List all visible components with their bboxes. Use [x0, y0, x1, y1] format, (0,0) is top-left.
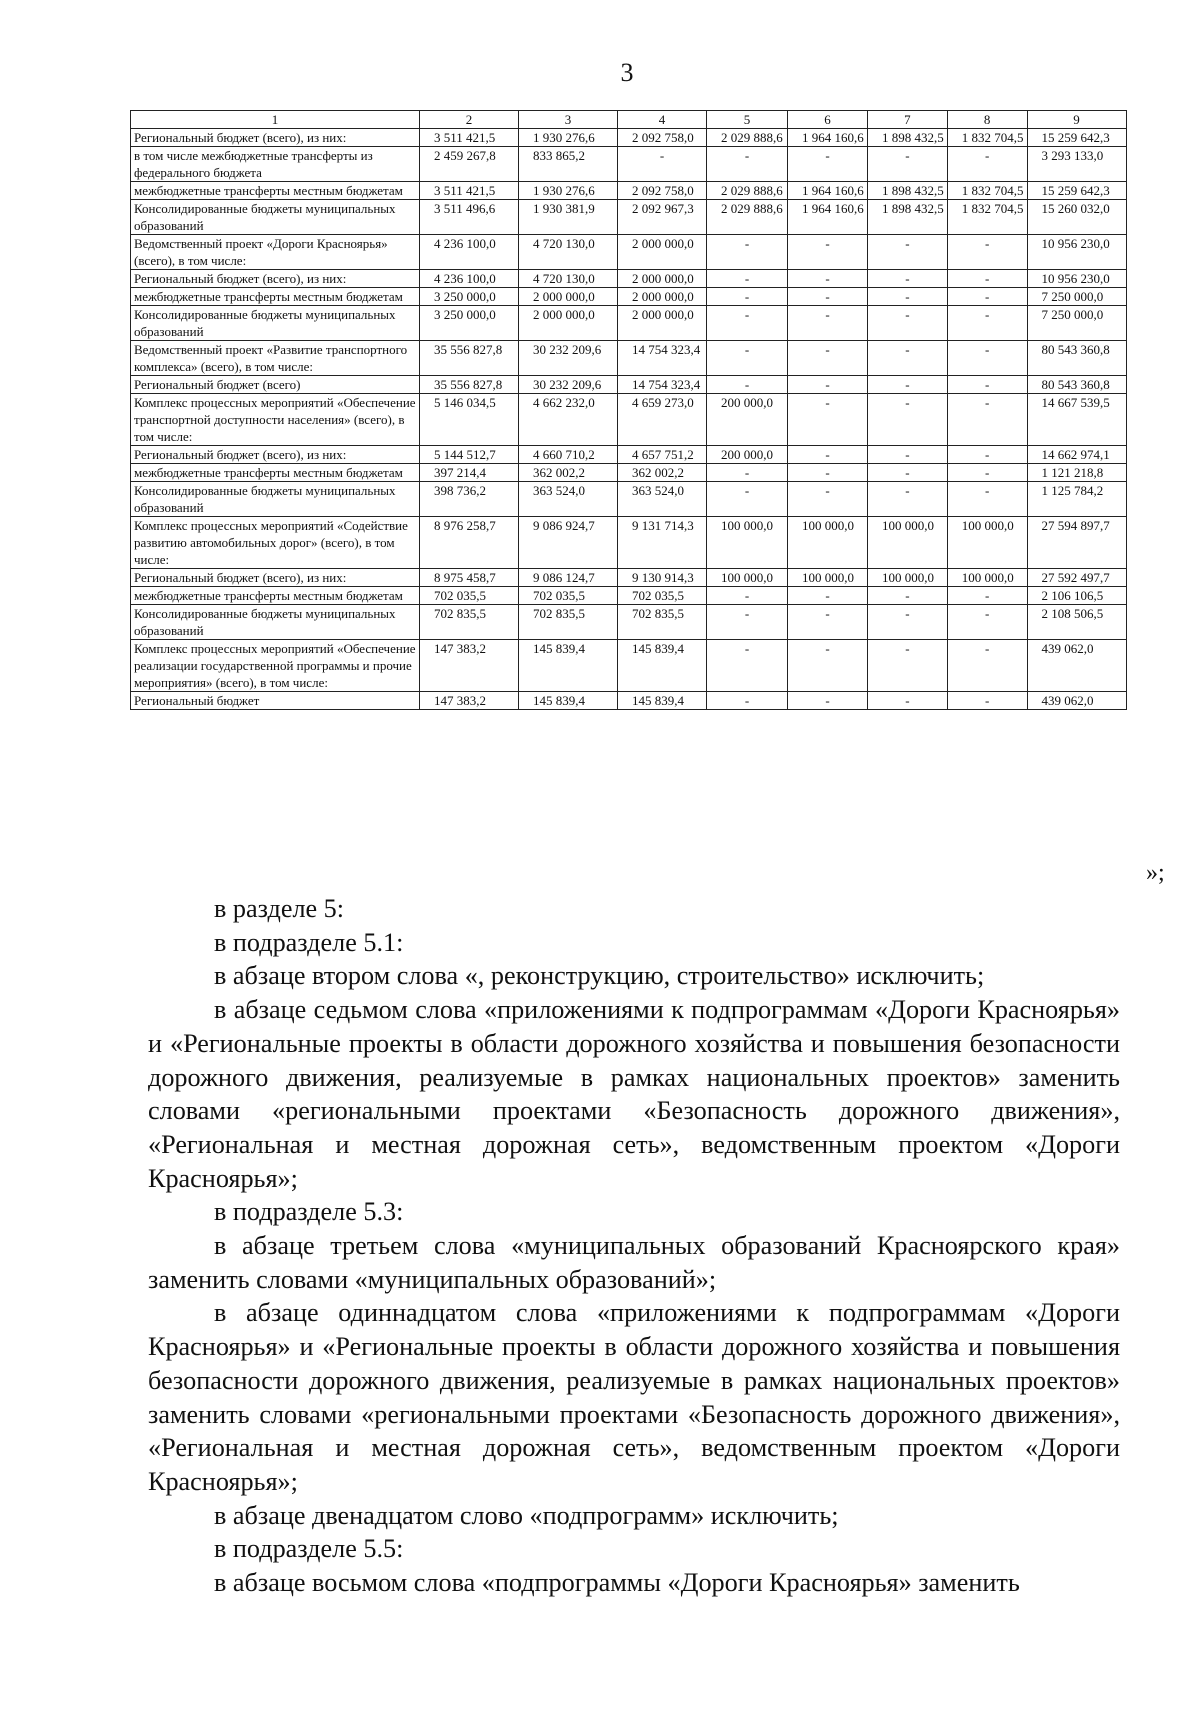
value-cell: 833 865,2	[519, 147, 618, 182]
value-cell: 3 293 133,0	[1027, 147, 1126, 182]
value-cell: 702 035,5	[618, 587, 707, 605]
value-cell: 2 000 000,0	[618, 235, 707, 270]
value-cell: 4 236 100,0	[420, 235, 519, 270]
value-cell: 10 956 230,0	[1027, 235, 1126, 270]
value-cell: 15 260 032,0	[1027, 200, 1126, 235]
value-cell: -	[707, 235, 788, 270]
value-cell: 2 092 967,3	[618, 200, 707, 235]
table-row	[131, 129, 1127, 147]
value-cell: 7 250 000,0	[1027, 306, 1126, 341]
value-cell: -	[947, 235, 1027, 270]
value-cell: -	[788, 270, 868, 288]
value-cell: 200 000,0	[707, 394, 788, 446]
paragraph: в абзаце одиннадцатом слова «приложениями к подпрограммам «Дороги Красноярья» и «Региональные проекты в области дорожного хозяйства и повышения безопасности дорожного движения, реализуемые в рамках национальных проектов» заменить словами «региональными проектами «Безопасность дорожного движения», «Региональная и местная дорожная сеть», ведомственным проектом «Дороги Красноярья»;	[148, 1298, 1120, 1496]
value-cell: 4 236 100,0	[420, 270, 519, 288]
value-cell: -	[947, 446, 1027, 464]
value-cell: -	[788, 464, 868, 482]
value-cell: 100 000,0	[947, 517, 1027, 569]
page-number: 3	[620, 58, 634, 87]
value-cell: -	[947, 587, 1027, 605]
value-cell: -	[707, 587, 788, 605]
value-cell: 10 956 230,0	[1027, 270, 1126, 288]
value-cell: -	[947, 376, 1027, 394]
table-row	[131, 394, 1127, 446]
value-cell: -	[788, 376, 868, 394]
value-cell: -	[868, 464, 948, 482]
value-cell: 362 002,2	[519, 464, 618, 482]
table-row	[131, 235, 1127, 270]
value-cell: -	[788, 587, 868, 605]
row-label-cell: Комплекс процессных мероприятий «Содействие развитию автомобильных дорог» (всего), в том числе:	[131, 517, 420, 569]
value-cell: 147 383,2	[420, 640, 519, 692]
value-cell: -	[707, 306, 788, 341]
value-cell: 145 839,4	[618, 640, 707, 692]
value-cell: 14 662 974,1	[1027, 446, 1126, 464]
value-cell: 1 930 276,6	[519, 182, 618, 200]
paragraph: в подразделе 5.3:	[214, 1197, 404, 1227]
paragraph: в абзаце втором слова «, реконструкцию, строительство» исключить;	[214, 961, 985, 991]
value-cell: 2 000 000,0	[618, 288, 707, 306]
value-cell: 30 232 209,6	[519, 341, 618, 376]
value-cell: 2 029 888,6	[707, 182, 788, 200]
value-cell: -	[788, 235, 868, 270]
value-cell: -	[707, 692, 788, 710]
value-cell: 2 000 000,0	[618, 306, 707, 341]
row-label-cell: межбюджетные трансферты местным бюджетам	[131, 464, 420, 482]
row-label-cell: Региональный бюджет	[131, 692, 420, 710]
value-cell: 2 108 506,5	[1027, 605, 1126, 640]
value-cell: 1 898 432,5	[868, 129, 948, 147]
row-label-cell: Комплекс процессных мероприятий «Обеспечение транспортной доступности населения» (всего), в том числе:	[131, 394, 420, 446]
value-cell: 100 000,0	[788, 517, 868, 569]
row-label-cell: межбюджетные трансферты местным бюджетам	[131, 288, 420, 306]
value-cell: -	[868, 605, 948, 640]
table-row	[131, 270, 1127, 288]
row-label-cell: межбюджетные трансферты местным бюджетам	[131, 182, 420, 200]
closing-quote: »;	[1146, 860, 1165, 886]
value-cell: -	[788, 394, 868, 446]
value-cell: -	[947, 692, 1027, 710]
value-cell: 27 592 497,7	[1027, 569, 1126, 587]
value-cell: 147 383,2	[420, 692, 519, 710]
value-cell: 14 754 323,4	[618, 341, 707, 376]
value-cell: -	[788, 306, 868, 341]
value-cell: -	[947, 270, 1027, 288]
value-cell: -	[868, 376, 948, 394]
value-cell: -	[868, 692, 948, 710]
value-cell: 15 259 642,3	[1027, 129, 1126, 147]
value-cell: -	[868, 288, 948, 306]
value-cell: 2 092 758,0	[618, 182, 707, 200]
table-row	[131, 482, 1127, 517]
value-cell: -	[788, 147, 868, 182]
value-cell: 2 106 106,5	[1027, 587, 1126, 605]
table-row	[131, 692, 1127, 710]
value-cell: 1 964 160,6	[788, 182, 868, 200]
row-label-cell: в том числе межбюджетные трансферты из федерального бюджета	[131, 147, 420, 182]
value-cell: 2 029 888,6	[707, 129, 788, 147]
paragraph: в подразделе 5.5:	[214, 1534, 404, 1564]
paragraph: в абзаце седьмом слова «приложениями к подпрограммам «Дороги Красноярья» и «Региональные проекты в области дорожного хозяйства и повышения безопасности дорожного движения, реализуемые в рамках национальных проектов» заменить словами «региональными проектами «Безопасность дорожного движения», «Региональная и местная дорожная сеть», ведомственным проектом «Дороги Красноярья»;	[148, 995, 1120, 1193]
value-cell: 2 000 000,0	[519, 306, 618, 341]
value-cell: 100 000,0	[707, 517, 788, 569]
value-cell: 100 000,0	[868, 569, 948, 587]
row-label-cell: Консолидированные бюджеты муниципальных образований	[131, 306, 420, 341]
column-header: 3	[519, 111, 618, 129]
amendment-text	[148, 892, 1120, 1600]
value-cell: -	[788, 640, 868, 692]
paragraph: в абзаце двенадцатом слово «подпрограмм» исключить;	[214, 1500, 839, 1530]
value-cell: 27 594 897,7	[1027, 517, 1126, 569]
value-cell: 1 832 704,5	[947, 182, 1027, 200]
value-cell: -	[947, 640, 1027, 692]
value-cell: 1 964 160,6	[788, 129, 868, 147]
value-cell: 439 062,0	[1027, 692, 1126, 710]
value-cell: -	[707, 270, 788, 288]
value-cell: 80 543 360,8	[1027, 341, 1126, 376]
value-cell: 3 511 496,6	[420, 200, 519, 235]
value-cell: 145 839,4	[519, 640, 618, 692]
value-cell: 4 659 273,0	[618, 394, 707, 446]
value-cell: 1 125 784,2	[1027, 482, 1126, 517]
value-cell: 7 250 000,0	[1027, 288, 1126, 306]
value-cell: -	[868, 341, 948, 376]
value-cell: 14 754 323,4	[618, 376, 707, 394]
value-cell: 8 976 258,7	[420, 517, 519, 569]
value-cell: 4 720 130,0	[519, 270, 618, 288]
value-cell: -	[868, 482, 948, 517]
value-cell: -	[868, 235, 948, 270]
value-cell: 702 835,5	[420, 605, 519, 640]
value-cell: 2 000 000,0	[519, 288, 618, 306]
table-row	[131, 446, 1127, 464]
table-row	[131, 605, 1127, 640]
value-cell: 145 839,4	[618, 692, 707, 710]
value-cell: 14 667 539,5	[1027, 394, 1126, 446]
paragraph: в разделе 5:	[214, 894, 345, 923]
value-cell: 4 660 710,2	[519, 446, 618, 464]
value-cell: -	[707, 288, 788, 306]
value-cell: 1 832 704,5	[947, 129, 1027, 147]
row-label-cell: Консолидированные бюджеты муниципальных образований	[131, 605, 420, 640]
column-header: 2	[420, 111, 519, 129]
value-cell: 9 131 714,3	[618, 517, 707, 569]
value-cell: 363 524,0	[618, 482, 707, 517]
value-cell: 5 144 512,7	[420, 446, 519, 464]
value-cell: 200 000,0	[707, 446, 788, 464]
value-cell: -	[947, 464, 1027, 482]
value-cell: 702 835,5	[618, 605, 707, 640]
row-label-cell: Комплекс процессных мероприятий «Обеспечение реализации государственной программы и прочие мероприятия» (всего), в том числе:	[131, 640, 420, 692]
row-label-cell: Консолидированные бюджеты муниципальных образований	[131, 200, 420, 235]
value-cell: -	[707, 376, 788, 394]
value-cell: 1 898 432,5	[868, 182, 948, 200]
value-cell: -	[868, 306, 948, 341]
table-row	[131, 341, 1127, 376]
value-cell: -	[868, 270, 948, 288]
value-cell: 1 930 276,6	[519, 129, 618, 147]
row-label-cell: Региональный бюджет (всего)	[131, 376, 420, 394]
value-cell: 2 029 888,6	[707, 200, 788, 235]
value-cell: 15 259 642,3	[1027, 182, 1126, 200]
value-cell: 100 000,0	[868, 517, 948, 569]
column-header: 6	[788, 111, 868, 129]
value-cell: -	[707, 605, 788, 640]
column-header: 5	[707, 111, 788, 129]
value-cell: -	[707, 341, 788, 376]
value-cell: 702 835,5	[519, 605, 618, 640]
value-cell: 1 832 704,5	[947, 200, 1027, 235]
column-header: 9	[1027, 111, 1126, 129]
value-cell: 5 146 034,5	[420, 394, 519, 446]
value-cell: 3 250 000,0	[420, 306, 519, 341]
row-label-cell: Региональный бюджет (всего), из них:	[131, 446, 420, 464]
table-row	[131, 376, 1127, 394]
value-cell: -	[788, 692, 868, 710]
table-row	[131, 288, 1127, 306]
table-row	[131, 640, 1127, 692]
value-cell: -	[868, 587, 948, 605]
value-cell: -	[788, 288, 868, 306]
table-row	[131, 200, 1127, 235]
value-cell: 1 898 432,5	[868, 200, 948, 235]
value-cell: -	[947, 341, 1027, 376]
value-cell: -	[947, 394, 1027, 446]
table-row	[131, 517, 1127, 569]
value-cell: 702 035,5	[420, 587, 519, 605]
value-cell: -	[788, 482, 868, 517]
table-row	[131, 306, 1127, 341]
column-header: 1	[131, 111, 420, 129]
column-header: 7	[868, 111, 948, 129]
value-cell: 4 662 232,0	[519, 394, 618, 446]
value-cell: 35 556 827,8	[420, 376, 519, 394]
table-row	[131, 569, 1127, 587]
value-cell: -	[947, 482, 1027, 517]
value-cell: 145 839,4	[519, 692, 618, 710]
value-cell: -	[618, 147, 707, 182]
value-cell: 363 524,0	[519, 482, 618, 517]
row-label-cell: Региональный бюджет (всего), из них:	[131, 270, 420, 288]
paragraph: в абзаце третьем слова «муниципальных образований Красноярского края» заменить словами «муниципальных образований»;	[148, 1231, 1120, 1294]
value-cell: 398 736,2	[420, 482, 519, 517]
value-cell: -	[868, 394, 948, 446]
value-cell: -	[868, 147, 948, 182]
budget-table	[130, 110, 1127, 710]
value-cell: 9 086 124,7	[519, 569, 618, 587]
value-cell: 100 000,0	[788, 569, 868, 587]
value-cell: 439 062,0	[1027, 640, 1126, 692]
table-row	[131, 464, 1127, 482]
value-cell: -	[947, 147, 1027, 182]
value-cell: 1 930 381,9	[519, 200, 618, 235]
table-row	[131, 182, 1127, 200]
value-cell: 2 459 267,8	[420, 147, 519, 182]
value-cell: -	[707, 147, 788, 182]
value-cell: 3 511 421,5	[420, 129, 519, 147]
row-label-cell: Ведомственный проект «Развитие транспортного комплекса» (всего), в том числе:	[131, 341, 420, 376]
paragraph: в подразделе 5.1:	[214, 927, 404, 957]
value-cell: 80 543 360,8	[1027, 376, 1126, 394]
value-cell: -	[788, 605, 868, 640]
value-cell: 30 232 209,6	[519, 376, 618, 394]
paragraph: в абзаце восьмом слова «подпрограммы «Дороги Красноярья» заменить	[214, 1568, 1020, 1598]
value-cell: -	[947, 306, 1027, 341]
value-cell: 3 250 000,0	[420, 288, 519, 306]
value-cell: 100 000,0	[947, 569, 1027, 587]
value-cell: -	[707, 640, 788, 692]
value-cell: 9 086 924,7	[519, 517, 618, 569]
value-cell: 100 000,0	[707, 569, 788, 587]
value-cell: 8 975 458,7	[420, 569, 519, 587]
column-header: 8	[947, 111, 1027, 129]
row-label-cell: Консолидированные бюджеты муниципальных образований	[131, 482, 420, 517]
value-cell: 3 511 421,5	[420, 182, 519, 200]
value-cell: -	[788, 446, 868, 464]
value-cell: 4 720 130,0	[519, 235, 618, 270]
table-header-row	[131, 111, 1127, 129]
value-cell: -	[707, 482, 788, 517]
row-label-cell: межбюджетные трансферты местным бюджетам	[131, 587, 420, 605]
value-cell: -	[947, 605, 1027, 640]
value-cell: 397 214,4	[420, 464, 519, 482]
value-cell: 702 035,5	[519, 587, 618, 605]
value-cell: 2 092 758,0	[618, 129, 707, 147]
value-cell: 35 556 827,8	[420, 341, 519, 376]
value-cell: 2 000 000,0	[618, 270, 707, 288]
value-cell: 362 002,2	[618, 464, 707, 482]
row-label-cell: Региональный бюджет (всего), из них:	[131, 129, 420, 147]
value-cell: 4 657 751,2	[618, 446, 707, 464]
value-cell: 9 130 914,3	[618, 569, 707, 587]
row-label-cell: Ведомственный проект «Дороги Красноярья» (всего), в том числе:	[131, 235, 420, 270]
value-cell: 1 121 218,8	[1027, 464, 1126, 482]
row-label-cell: Региональный бюджет (всего), из них:	[131, 569, 420, 587]
column-header: 4	[618, 111, 707, 129]
value-cell: -	[868, 446, 948, 464]
value-cell: 1 964 160,6	[788, 200, 868, 235]
value-cell: -	[868, 640, 948, 692]
table-row	[131, 587, 1127, 605]
table-row	[131, 147, 1127, 182]
value-cell: -	[947, 288, 1027, 306]
value-cell: -	[707, 464, 788, 482]
value-cell: -	[788, 341, 868, 376]
